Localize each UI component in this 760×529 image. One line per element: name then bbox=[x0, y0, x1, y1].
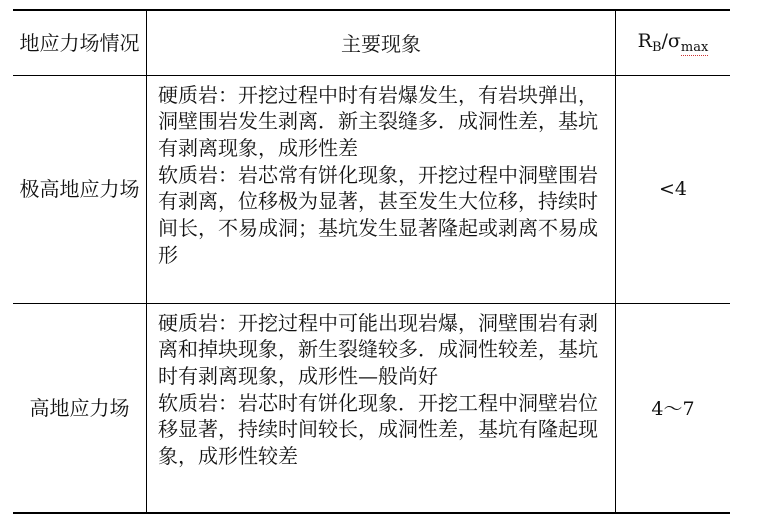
table-header-row bbox=[13, 10, 730, 75]
row-ratio: 4～7 bbox=[616, 303, 731, 513]
ratio-b-subscript: B bbox=[651, 40, 662, 56]
ratio-formula bbox=[637, 30, 709, 56]
soft-rock-description: 软质岩：岩芯时有饼化现象．开挖工程中洞壁岩位移显著，持续时间较长，成洞性差，基坑有隆起现象，成形性较差 bbox=[158, 390, 598, 469]
row-condition: 高地应力场 bbox=[13, 303, 147, 513]
soft-rock-description: 软质岩：岩芯常有饼化现象，开挖过程中洞壁围岩有剥离，位移极为显著，甚至发生大位移，持续时间长，不易成洞；基坑发生显著隆起或剥离不易成形 bbox=[158, 162, 598, 267]
stress-field-table bbox=[13, 9, 730, 514]
ratio-slash-sigma: /σ bbox=[661, 30, 681, 53]
table-row bbox=[13, 75, 730, 303]
row-phenomena bbox=[147, 303, 616, 513]
hard-rock-description: 硬质岩：开挖过程中可能出现岩爆，洞壁围岩有剥离和掉块现象，新生裂缝较多．成洞性较差，基坑时有剥离现象，成形性—般尚好 bbox=[158, 310, 598, 388]
row-ratio: <4 bbox=[616, 75, 731, 303]
ratio-r: R bbox=[637, 30, 652, 53]
row-condition: 极高地应力场 bbox=[13, 75, 147, 303]
header-ratio bbox=[616, 10, 731, 75]
table-row bbox=[13, 303, 730, 513]
header-condition: 地应力场情况 bbox=[13, 10, 147, 75]
hard-rock-description: 硬质岩：开挖过程中时有岩爆发生，有岩块弹出，洞壁围岩发生剥离．新主裂缝多．成洞性差，基坑有剥离现象，成形性差 bbox=[158, 82, 598, 160]
header-phenomena: 主要现象 bbox=[147, 10, 616, 75]
ratio-max-subscript: max bbox=[680, 40, 709, 56]
row-phenomena bbox=[147, 75, 616, 303]
